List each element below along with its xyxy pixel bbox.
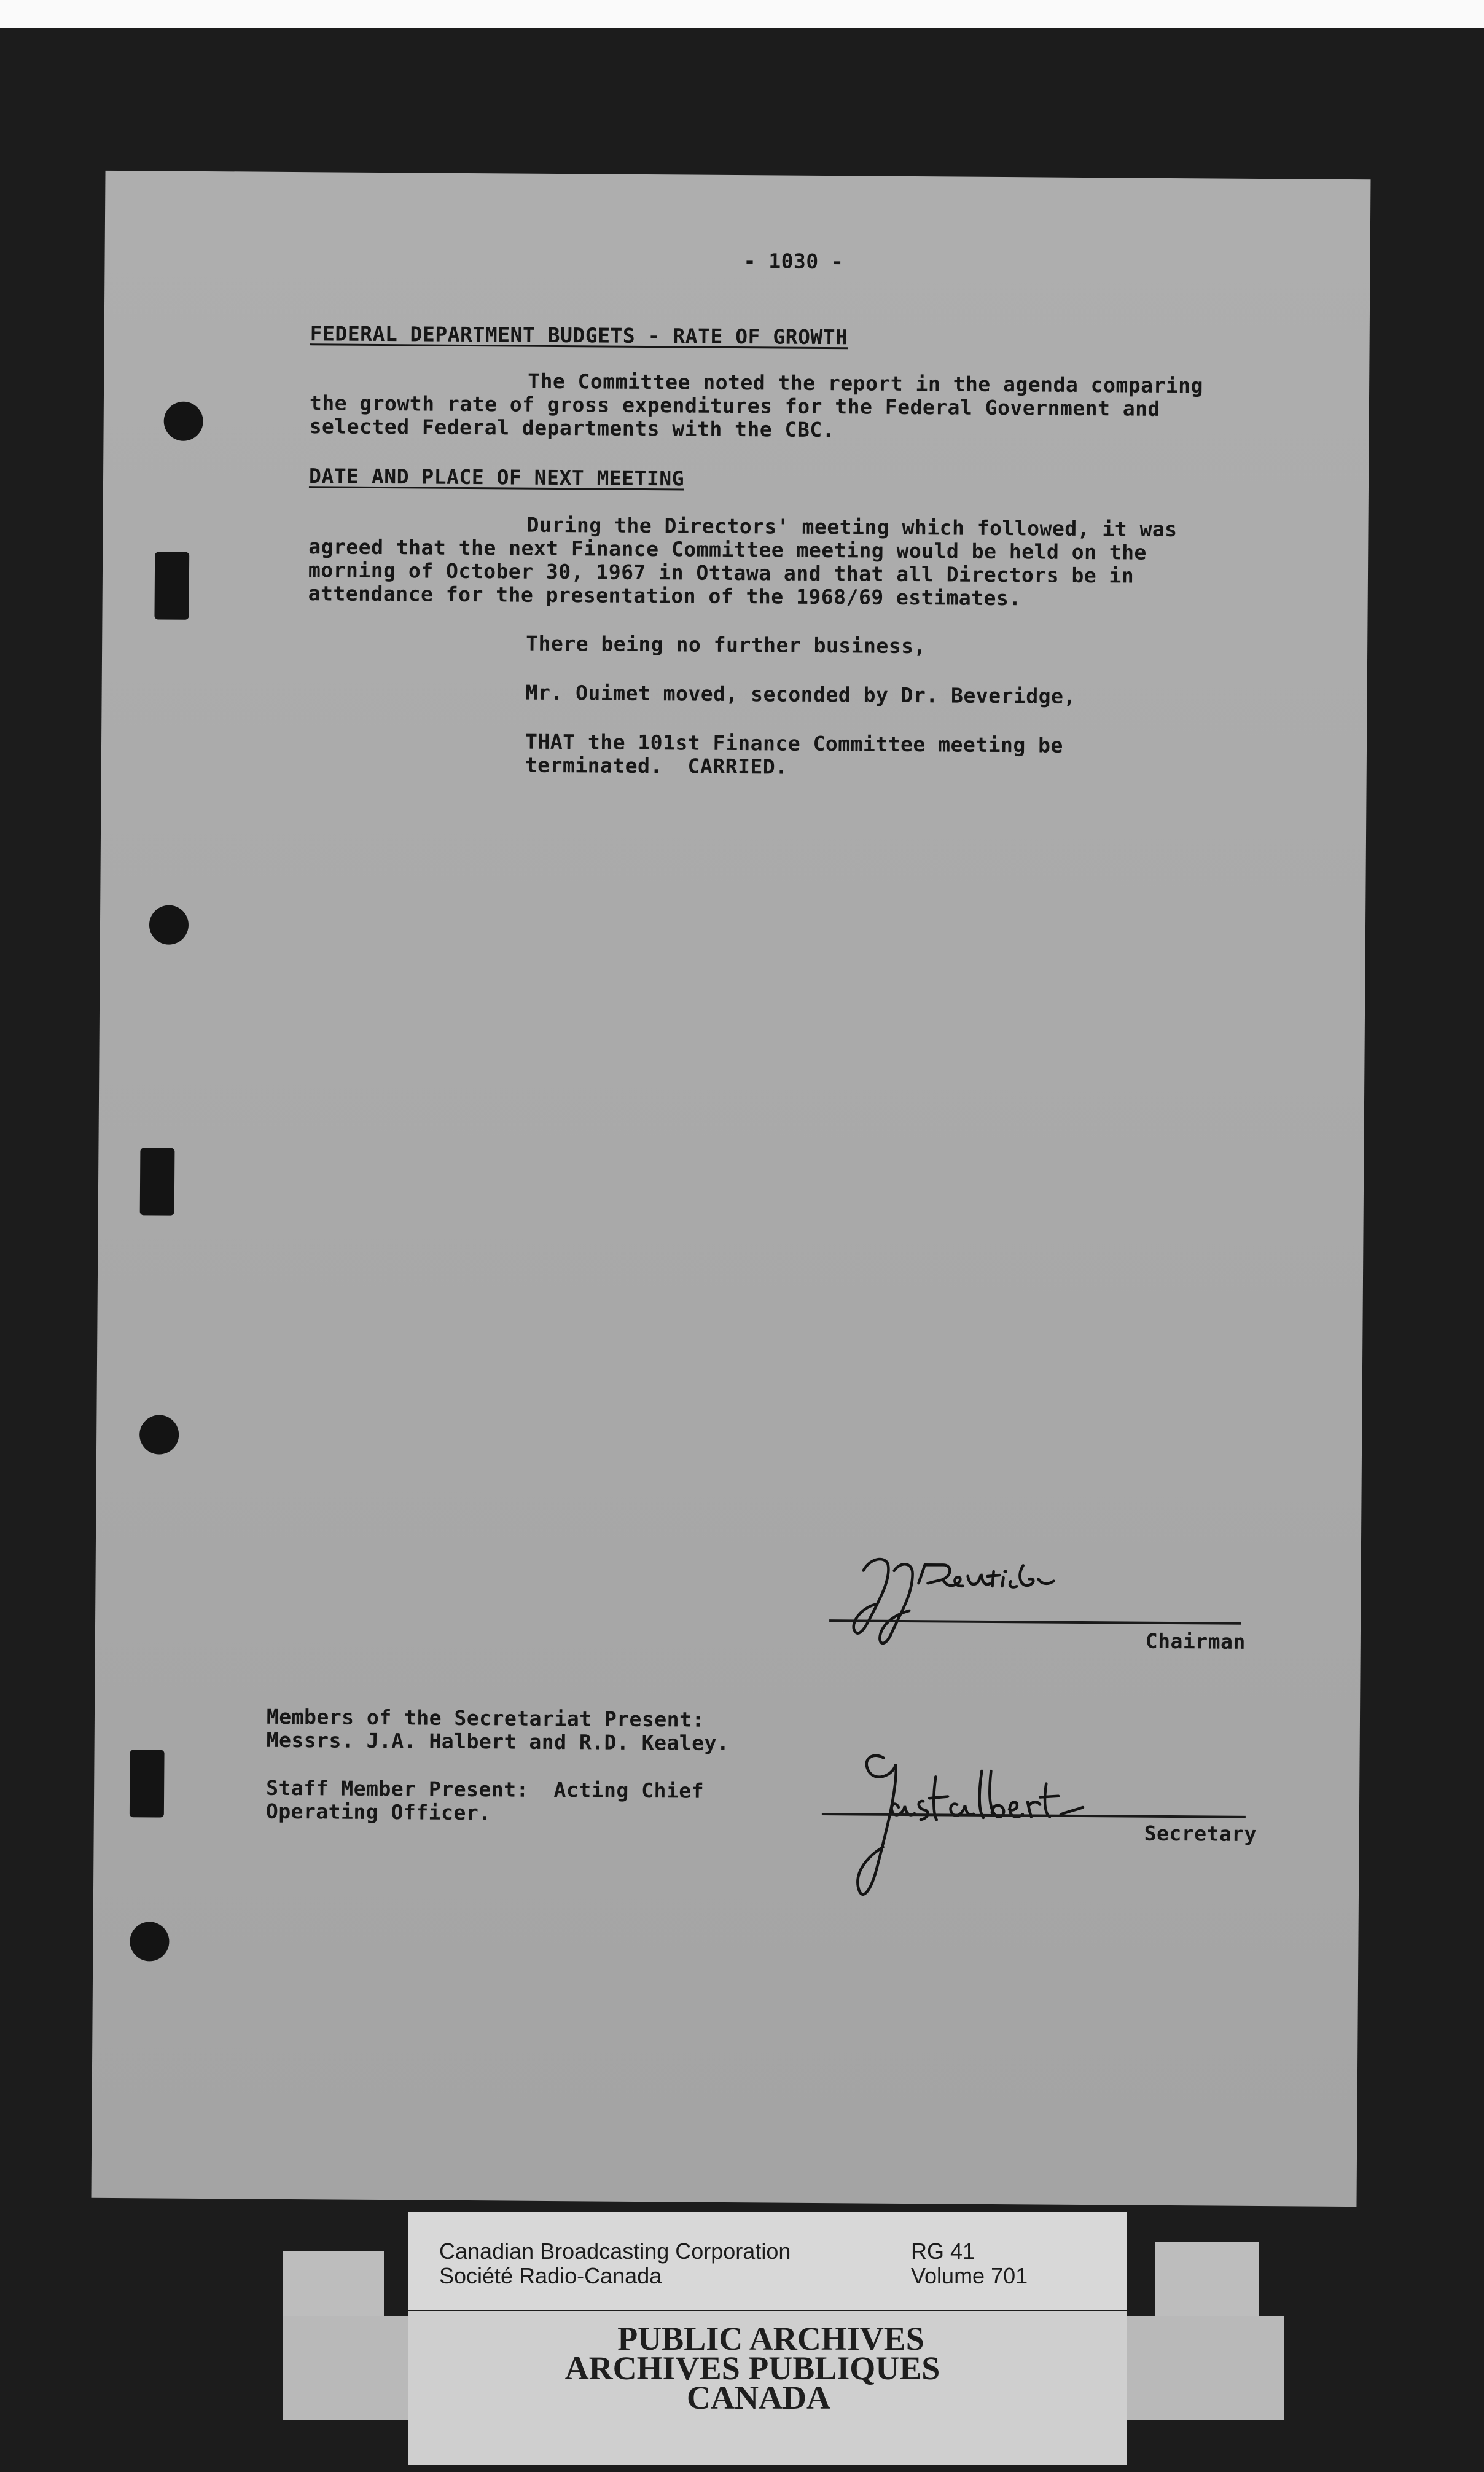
attendance-line: Members of the Secretariat Present: <box>266 1704 705 1732</box>
binder-hole <box>163 402 203 441</box>
secretary-label: Secretary <box>1144 1821 1257 1847</box>
stamp-line: ARCHIVES PUBLIQUES <box>564 2350 940 2387</box>
label-org-en: Canadian Broadcasting Corporation <box>439 2239 791 2264</box>
attendance-line: Operating Officer. <box>265 1799 491 1825</box>
section-heading: DATE AND PLACE OF NEXT MEETING <box>308 464 685 491</box>
stamp-line: CANADA <box>687 2379 830 2416</box>
page-number: - 1030 - <box>743 249 844 274</box>
label-org-fr: Société Radio-Canada <box>439 2263 662 2288</box>
archive-stamp <box>408 2311 1127 2465</box>
resolution-line: terminated. CARRIED. <box>525 753 788 779</box>
paragraph-line: attendance for the presentation of the 1968/69 estimates. <box>308 581 1021 611</box>
attendance-line: Messrs. J.A. Halbert and R.D. Kealey. <box>266 1727 730 1756</box>
chairman-label: Chairman <box>1145 1629 1246 1654</box>
paragraph-line: morning of October 30, 1967 in Ottawa and that all Directors be in <box>308 558 1134 588</box>
section-heading: FEDERAL DEPARTMENT BUDGETS - RATE OF GROWTH <box>310 321 848 350</box>
archive-label <box>408 2212 1127 2310</box>
binder-hole <box>149 905 189 944</box>
attendance-line: Staff Member Present: Acting Chief <box>266 1775 705 1803</box>
label-record-group: RG 41 <box>911 2239 975 2264</box>
motion-text: Mr. Ouimet moved, seconded by Dr. Beveridge, <box>525 680 1076 708</box>
binder-hole <box>139 1415 179 1454</box>
document-page <box>92 171 1371 2207</box>
binder-hole <box>130 1922 169 1961</box>
paragraph-line: the growth rate of gross expenditures for the Federal Government and <box>309 391 1161 421</box>
paragraph-line: selected Federal departments with the CBC. <box>309 414 835 442</box>
binder-slot <box>154 552 189 619</box>
label-volume: Volume 701 <box>911 2263 1028 2288</box>
binder-slot <box>140 1148 175 1215</box>
binder-slot <box>130 1750 165 1817</box>
stamp-line: PUBLIC ARCHIVES <box>617 2320 924 2357</box>
label-side-panel <box>283 2251 384 2322</box>
label-side-panel <box>1155 2242 1259 2316</box>
resolution-line: THAT the 101st Finance Committee meeting be <box>525 729 1064 757</box>
closing-text: There being no further business, <box>526 631 927 659</box>
paragraph-line: The Committee noted the report in the agenda comparing <box>528 369 1204 398</box>
paragraph-line: agreed that the next Finance Committee meeting would be held on the <box>308 534 1147 565</box>
paragraph-line: During the Directors' meeting which followed, it was <box>526 512 1177 542</box>
